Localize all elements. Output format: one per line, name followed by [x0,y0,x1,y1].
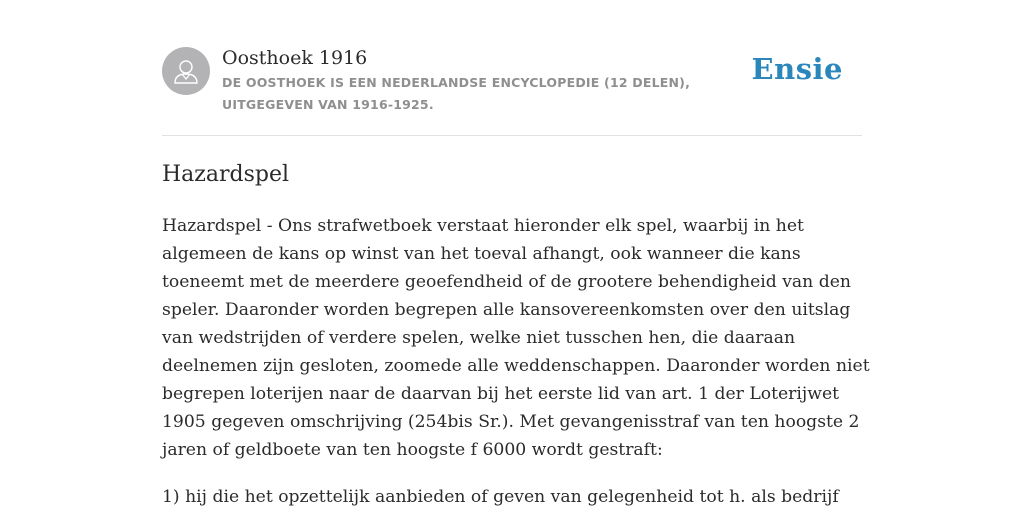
article-paragraph: 1) hij die het opzettelijk aanbieden of geven van gelegenheid tot h. als bedrijf [162,487,839,507]
avatar[interactable] [162,47,210,95]
source-header [162,0,862,136]
article-body [162,212,874,530]
ensie-logo[interactable]: Ensie [751,52,843,86]
user-icon [171,56,201,86]
article-title: Hazardspel [162,162,290,187]
source-title[interactable]: Oosthoek 1916 [222,47,368,69]
page [162,0,870,507]
article-paragraph: Hazardspel - Ons strafwetboek verstaat hieronder elk spel, waarbij in het algemeen de kans op winst van het toeval afhangt, ook wanneer die kans toeneemt met de meerdere geoefendheid of de grootere behendigheid van den speler. Daaronder worden begrepen alle kansovereenkomsten over den uitslag van wedstrijden of verdere spelen, welke niet tusschen hen, die daaraan deelnemen zijn gesloten, zoomede alle weddenschappen. Daaronder worden niet begrepen loterijen naar de daarvan bij het eerste lid van art. 1 der Loterijwet 1905 gegeven omschrijving (254bis Sr.). Met gevangenisstraf van ten hoogste 2 jaren of geldboete van ten hoogste f 6000 wordt gestraft: [162,216,870,460]
source-description: DE OOSTHOEK IS EEN NEDERLANDSE ENCYCLOPEDIE (12 DELEN), UITGEGEVEN VAN 1916-1925. [222,75,691,112]
